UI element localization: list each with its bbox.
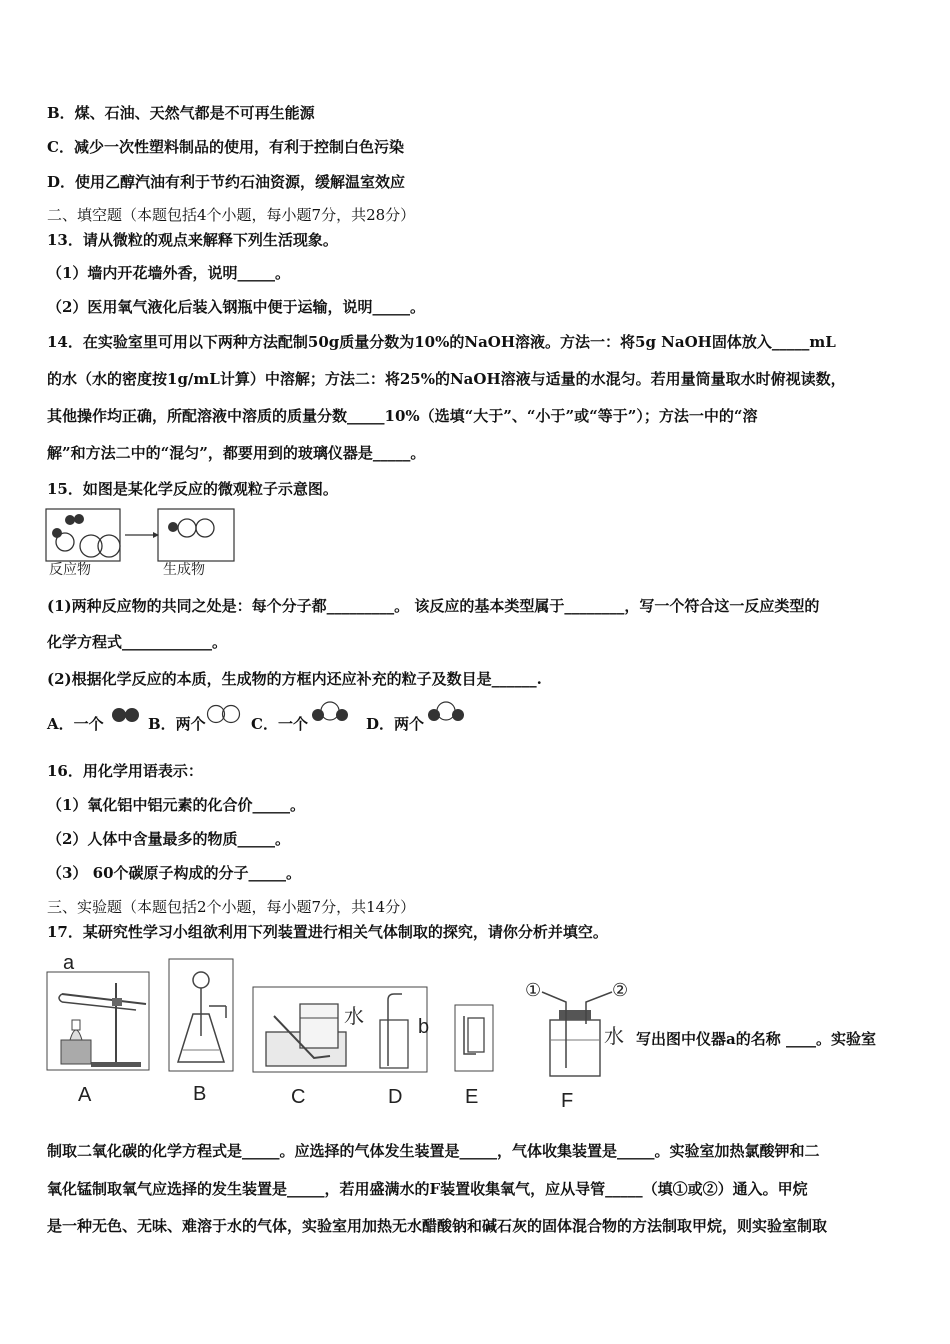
option-d-text: D．两个 (366, 715, 425, 733)
water-label-f: 水 (604, 1026, 624, 1048)
option-b-particle (206, 703, 242, 725)
atom-dark (52, 528, 62, 538)
question-15-part-2: (2)根据化学反应的本质，生成物的方框内还应补充的粒子及数目是______. (47, 670, 542, 688)
water-label-c: 水 (344, 1006, 364, 1028)
apparatus-a (46, 952, 151, 1073)
question-14-line-2: 的水（水的密度按1g/mL计算）中溶解；方法二：将25%的NaOH溶液与适量的水混匀。若用量筒量取水时俯视读数， (47, 370, 846, 388)
atom-light (80, 535, 102, 557)
port-2-label: ② (612, 980, 629, 1000)
apparatus-label-b: B (193, 1083, 207, 1105)
question-15-part-1-line-1: (1)两种反应物的共同之处是：每个分子都_________。 该反应的基本类型属于________，写一个符合这一反应类型的 (47, 597, 820, 615)
question-16-part-3: （3） 60个碳原子构成的分子_____。 (47, 864, 302, 882)
apparatus-label-f: F (561, 1090, 574, 1112)
question-13: 13．请从微粒的观点来解释下列生活现象。 (47, 231, 338, 249)
question-14-line-3: 其他操作均正确，所配溶液中溶质的质量分数_____10%（选填“大于”、“小于”或“等于”）；方法一中的“溶 (47, 407, 758, 425)
question-16-part-2: （2）人体中含量最多的物质_____。 (47, 830, 290, 848)
option-b: B．煤、石油、天然气都是不可再生能源 (47, 104, 315, 122)
lamp-block (61, 1040, 91, 1064)
question-15-part-1-line-2: 化学方程式____________。 (47, 633, 228, 651)
atom-light (196, 519, 214, 537)
question-16-part-1: （1）氧化铝中铝元素的化合价_____。 (47, 796, 305, 814)
atom-light (98, 535, 120, 557)
gas-washing-bottle (550, 1020, 600, 1076)
atom-dark (74, 514, 84, 524)
question-15: 15．如图是某化学反应的微观粒子示意图。 (47, 480, 338, 498)
option-c: C．减少一次性塑料制品的使用，有利于控制白色污染 (47, 138, 404, 156)
reactant-label: 反应物 (49, 561, 91, 577)
atom-light (178, 519, 196, 537)
option-c-text: C．一个 (251, 715, 308, 733)
section-3-heading: 三、实验题（本题包括2个小题，每小题7分，共14分） (47, 898, 416, 916)
atom-dark (168, 522, 178, 532)
flame-icon (70, 1030, 82, 1040)
question-13-part-1: （1）墙内开花墙外香，说明_____。 (47, 264, 290, 282)
question-17-side-text: 写出图中仪器a的名称 ____。实验室 (636, 1030, 876, 1048)
apparatus-label-d: D (388, 1086, 403, 1108)
apparatus-e (454, 1004, 494, 1074)
reaction-diagram (45, 508, 240, 578)
gas-collecting-bottle (300, 1004, 338, 1048)
question-16: 16．用化学用语表示： (47, 762, 203, 780)
option-a-text: A．一个 (47, 715, 104, 733)
collection-bottle-d (380, 1020, 408, 1068)
question-17-line-2: 制取二氧化碳的化学方程式是_____。应选择的气体发生装置是_____，气体收集装置是_____。实验室加热氯酸钾和二 (47, 1142, 820, 1160)
atom-dark (65, 515, 75, 525)
apparatus-label-e: E (465, 1086, 479, 1108)
option-c-particle (309, 700, 351, 724)
port-1-label: ① (525, 980, 542, 1000)
apparatus-label-a: A (78, 1084, 92, 1106)
inverted-bottle (468, 1018, 484, 1052)
section-2-heading: 二、填空题（本题包括4个小题，每小题7分，共28分） (47, 206, 416, 224)
atom-light (56, 533, 74, 551)
test-tube (62, 994, 146, 1004)
clamp (112, 998, 122, 1006)
option-d-particle (425, 700, 467, 724)
apparatus-c-d (252, 986, 428, 1074)
question-14-line-1: 14．在实验室里可用以下两种方法配制50g质量分数为10%的NaOH溶液。方法一：将5g NaOH固体放入_____mL (47, 333, 836, 351)
product-box (158, 509, 234, 561)
funnel-bulb (193, 972, 209, 988)
question-17-line-4: 是一种无色、无味、难溶于水的气体，实验室用加热无水醋酸钠和碱石灰的固体混合物的方法制取甲烷，则实验室制取 (47, 1217, 828, 1235)
product-label: 生成物 (163, 561, 205, 577)
question-13-part-2: （2）医用氧气液化后装入钢瓶中便于运输，说明_____。 (47, 298, 425, 316)
tube-b-label: b (418, 1016, 430, 1038)
question-17-line-3: 氧化锰制取氧气应选择的发生装置是_____，若用盛满水的F装置收集氧气，应从导管_____（填①或②）通入。甲烷 (47, 1180, 808, 1198)
question-17: 17．某研究性学习小组欲利用下列装置进行相关气体制取的探究，请你分析并填空。 (47, 923, 608, 941)
instrument-a-label: a (63, 952, 75, 974)
iron-stand-base (91, 1062, 141, 1067)
option-b-text: B．两个 (148, 715, 206, 733)
option-d: D．使用乙醇汽油有利于节约石油资源，缓解温室效应 (47, 173, 406, 191)
apparatus-label-c: C (291, 1086, 306, 1108)
apparatus-b (168, 958, 234, 1073)
long-tube (542, 992, 566, 1068)
question-14-line-4: 解”和方法二中的“混匀”，都要用到的玻璃仪器是_____。 (47, 444, 426, 462)
apparatus-f (526, 980, 631, 1080)
option-a-particle (111, 706, 141, 724)
